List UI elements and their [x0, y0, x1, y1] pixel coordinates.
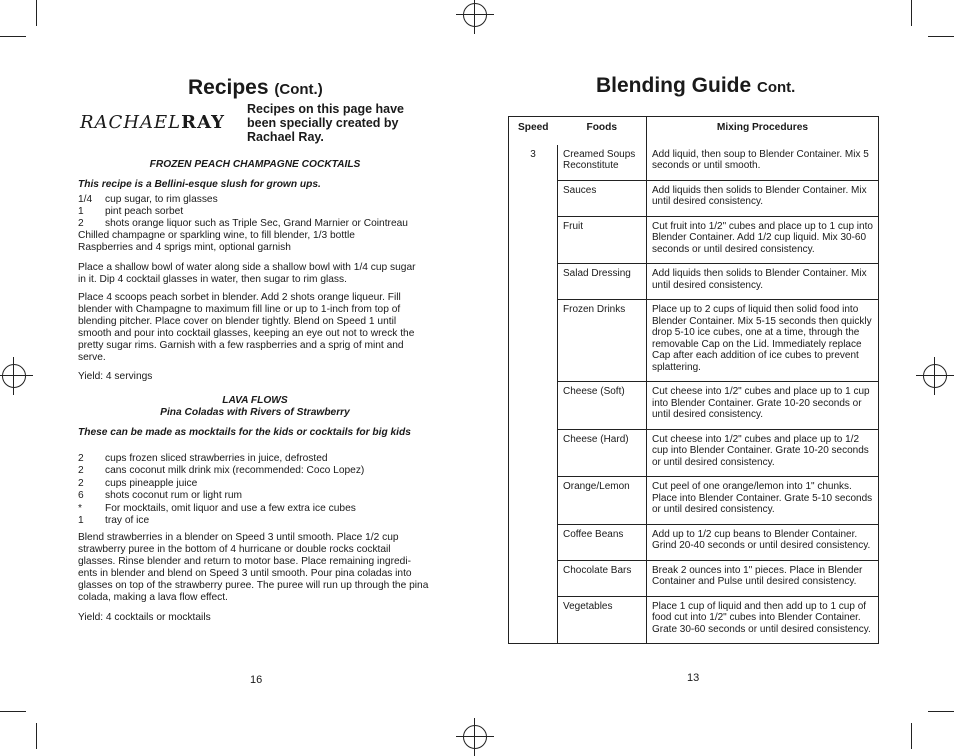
- crop-mark: [911, 723, 912, 749]
- recipe-step: Place a shallow bowl of water along side a shallow bowl with 1/4 cup sugar in it. Dip 4 cocktail glasses in water, then sugar to rim glass.: [78, 262, 416, 285]
- column-header: Speed: [517, 122, 549, 133]
- ingredient: 2 shots orange liquor such as Triple Sec, Grand Marnier or Cointreau: [78, 218, 408, 229]
- procedure-cell: Add liquids then solids to Blender Container. Mix until desired consistency.: [647, 264, 879, 300]
- recipe-title: FROZEN PEACH CHAMPAGNE COCKTAILS: [149, 159, 361, 170]
- food-cell: Sauces: [558, 180, 647, 216]
- recipe-intro: This recipe is a Bellini-esque slush for grown ups.: [78, 179, 321, 190]
- food-cell: Coffee Beans: [558, 524, 647, 560]
- ingredient: Chilled champagne or sparkling wine, to fill blender, 1/3 bottle: [78, 230, 355, 241]
- speed-cell: [509, 596, 558, 644]
- table-row: [509, 429, 879, 477]
- table-row: [509, 524, 879, 560]
- recipe-yield: Yield: 4 servings: [78, 371, 153, 382]
- procedure-cell: Break 2 ounces into 1" pieces. Place in Blender Container and Pulse until desired consistency.: [647, 560, 879, 596]
- food-cell: Cheese (Soft): [558, 382, 647, 430]
- page-number: 16: [250, 674, 263, 686]
- crop-mark: [0, 711, 26, 712]
- blending-guide-table: [508, 116, 879, 644]
- speed-cell: [509, 560, 558, 596]
- food-cell: Salad Dressing: [558, 264, 647, 300]
- food-cell: Creamed Soups Reconstitute: [558, 145, 647, 181]
- speed-cell: [509, 264, 558, 300]
- recipe-subtitle: Pina Coladas with Rivers of Strawberry: [160, 407, 350, 418]
- table-row: [509, 264, 879, 300]
- crop-mark: [36, 0, 37, 26]
- procedure-cell: Cut cheese into 1/2" cubes and place up to 1/2 cup into Blender Container. Grate 10-20 seconds or until desired consistency.: [647, 429, 879, 477]
- table-row: [509, 300, 879, 382]
- ingredient-list: [78, 194, 432, 254]
- title-suffix: (Cont.): [274, 81, 323, 98]
- page-number: 13: [687, 672, 700, 684]
- column-header: Mixing Procedures: [716, 122, 809, 133]
- procedure-cell: Cut cheese into 1/2" cubes and place up to 1 cup into Blender Container. Grate 10-20 seconds or until desired consistency.: [647, 382, 879, 430]
- ingredient-list: [78, 453, 432, 527]
- ingredient: 1 tray of ice: [78, 515, 150, 527]
- recipe-intro: These can be made as mocktails for the kids or cocktails for big kids: [78, 427, 411, 438]
- procedure-cell: Cut fruit into 1/2" cubes and place up to 1 cup into Blender Container. Add 1/2 cup liquid. Mix 30-60 seconds or until desired consistency.: [647, 216, 879, 264]
- food-cell: Chocolate Bars: [558, 560, 647, 596]
- speed-cell: [509, 382, 558, 430]
- registration-mark-icon: [463, 725, 487, 749]
- speed-cell: [509, 180, 558, 216]
- speed-cell: [509, 524, 558, 560]
- column-header: Foods: [558, 117, 647, 145]
- procedure-cell: Cut peel of one orange/lemon into 1" chunks. Place into Blender Container. Grate 5-10 seconds or until desired consistency.: [647, 477, 879, 525]
- ingredient: 1/4 cup sugar, to rim glasses: [78, 194, 218, 205]
- table-row: [509, 216, 879, 264]
- title-suffix: Cont.: [757, 79, 796, 96]
- recipe-credit: Recipes on this page have been specially created by Rachael Ray.: [247, 102, 404, 144]
- ingredient: Raspberries and 4 sprigs mint, optional garnish: [78, 242, 291, 253]
- speed-cell: [509, 429, 558, 477]
- procedure-cell: Place up to 2 cups of liquid then solid food into Blender Container. Mix 5-15 seconds then quickly drop 5-10 ice cubes, one at a time, through the removable Cap on the Lid. Immediately replace Cap after each addition of ice cubes to prevent splattering.: [647, 300, 879, 382]
- ingredient: * For mocktails, omit liquor and use a few extra ice cubes: [78, 502, 356, 514]
- speed-cell: [509, 477, 558, 525]
- registration-mark-icon: [463, 3, 487, 27]
- page-title: Blending Guide Cont.: [596, 74, 796, 97]
- speed-cell: [509, 300, 558, 382]
- procedure-cell: Add liquid, then soup to Blender Container. Mix 5 seconds or until smooth.: [647, 145, 879, 181]
- speed-cell: [509, 216, 558, 264]
- ingredient: 1 pint peach sorbet: [78, 206, 184, 217]
- food-cell: Frozen Drinks: [558, 300, 647, 382]
- table-row: [509, 596, 879, 644]
- registration-mark-icon: [923, 364, 947, 388]
- food-cell: Fruit: [558, 216, 647, 264]
- crop-mark: [0, 36, 26, 37]
- table-row: [509, 180, 879, 216]
- food-cell: Vegetables: [558, 596, 647, 644]
- food-cell: Orange/Lemon: [558, 477, 647, 525]
- page-title: Recipes (Cont.): [188, 76, 323, 99]
- ingredient: 6 shots coconut rum or light rum: [78, 490, 243, 502]
- recipe-yield: Yield: 4 cocktails or mocktails: [78, 612, 211, 623]
- table-row: [509, 382, 879, 430]
- procedure-cell: Add up to 1/2 cup beans to Blender Container. Grind 20-40 seconds or until desired consistency.: [647, 524, 879, 560]
- procedure-cell: Add liquids then solids to Blender Container. Mix until desired consistency.: [647, 180, 879, 216]
- table-header-row: [509, 117, 879, 145]
- procedure-cell: Place 1 cup of liquid and then add up to 1 cup of food cut into 1/2" cubes into Blender Container. Grate 30-60 seconds or until desired consistency.: [652, 600, 871, 635]
- recipe-title: LAVA FLOWS: [222, 395, 288, 406]
- crop-mark: [928, 36, 954, 37]
- crop-mark: [928, 711, 954, 712]
- recipe-step: Place 4 scoops peach sorbet in blender. Add 2 shots orange liqueur. Fill blender with Champagne to maximum fill line or up to 1-inch from top of blending pitcher. Place cover on blender tightly. Blend on Speed 1 until smooth and pour into cocktail glasses, keeping an eye out not to wreck the pretty sugar rims. Garnish with a few raspberries and a sprig of mint and serve.: [78, 292, 415, 363]
- food-cell: Cheese (Hard): [558, 429, 647, 477]
- ingredient: 2 cups pineapple juice: [78, 477, 198, 489]
- ingredient: 2 cups frozen sliced strawberries in juice, defrosted: [78, 453, 328, 464]
- table-row: [509, 560, 879, 596]
- rachael-ray-logo: RACHAELRAY: [80, 112, 226, 133]
- crop-mark: [911, 0, 912, 26]
- speed-cell: 3: [530, 148, 536, 160]
- registration-mark-icon: [2, 364, 26, 388]
- recipe-step: Blend strawberries in a blender on Speed 3 until smooth. Place 1/2 cup strawberry puree in the bottom of 4 hurricane or double rocks cocktail glasses. Rinse blender and return to motor base. Place remaining ingredi-ents in blender and blend on Speed 3 until smooth. Pour pina coladas into glasses on top of the strawberry puree. The puree will run up through the pina colada, making a lava flow effect.: [78, 532, 429, 603]
- crop-mark: [36, 723, 37, 749]
- table-row: [509, 145, 879, 181]
- table-row: [509, 477, 879, 525]
- ingredient: 2 cans coconut milk drink mix (recommended: Coco Lopez): [78, 465, 365, 477]
